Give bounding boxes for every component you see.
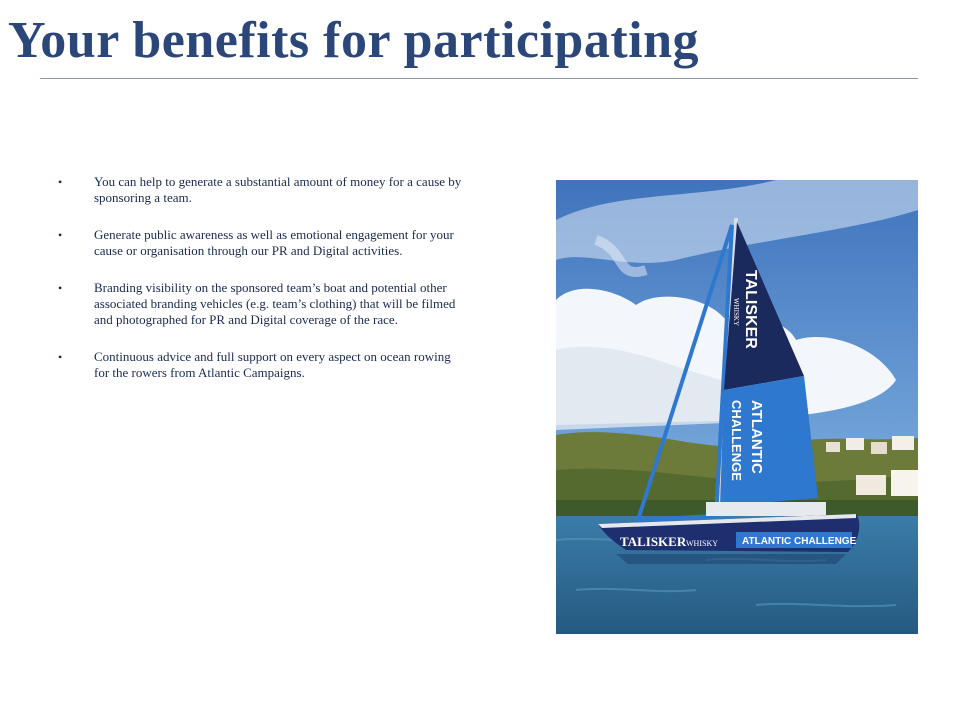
list-item <box>58 280 478 328</box>
benefits-list <box>58 174 478 402</box>
sail-event-line2: CHALLENGE <box>729 400 744 481</box>
cabin <box>706 502 826 516</box>
building <box>826 442 840 452</box>
building <box>846 438 864 450</box>
bullet-text: Branding visibility on the sponsored team’s boat and potential other associated branding vehicles (e.g. team’s clothing) that will be filmed and photographed for PR and Digital coverage of the race. <box>94 280 456 327</box>
bullet-icon: • <box>58 350 63 364</box>
bullet-icon: • <box>58 281 63 295</box>
bullet-icon: • <box>58 228 63 242</box>
bullet-text: Continuous advice and full support on every aspect on ocean rowing for the rowers from Atlantic Campaigns. <box>94 349 451 380</box>
hull-brand-sub-text: WHISKY <box>686 539 718 548</box>
list-item <box>58 227 478 259</box>
bullet-text: Generate public awareness as well as emotional engagement for your cause or organisation through our PR and Digital activities. <box>94 227 454 258</box>
sail-brand-text: TALISKER <box>742 270 759 349</box>
sail-brand-sub-text: WHISKY <box>732 298 740 326</box>
bullet-text: You can help to generate a substantial amount of money for a cause by sponsoring a team. <box>94 174 462 205</box>
building <box>856 475 886 495</box>
hull-event-text: ATLANTIC CHALLENGE <box>742 536 857 547</box>
sailboat-illustration <box>556 180 918 634</box>
sailboat-photo <box>556 180 918 634</box>
hull-brand-text: TALISKER <box>620 534 687 549</box>
bullet-icon: • <box>58 175 63 189</box>
building <box>891 470 918 496</box>
sail-event-line1: ATLANTIC <box>748 400 765 474</box>
list-item <box>58 349 478 381</box>
hull-reflection <box>616 554 846 564</box>
building <box>871 442 887 454</box>
slide-title: Your benefits for participating <box>8 12 700 69</box>
title-divider <box>40 78 918 79</box>
building <box>892 436 914 450</box>
list-item <box>58 174 478 206</box>
